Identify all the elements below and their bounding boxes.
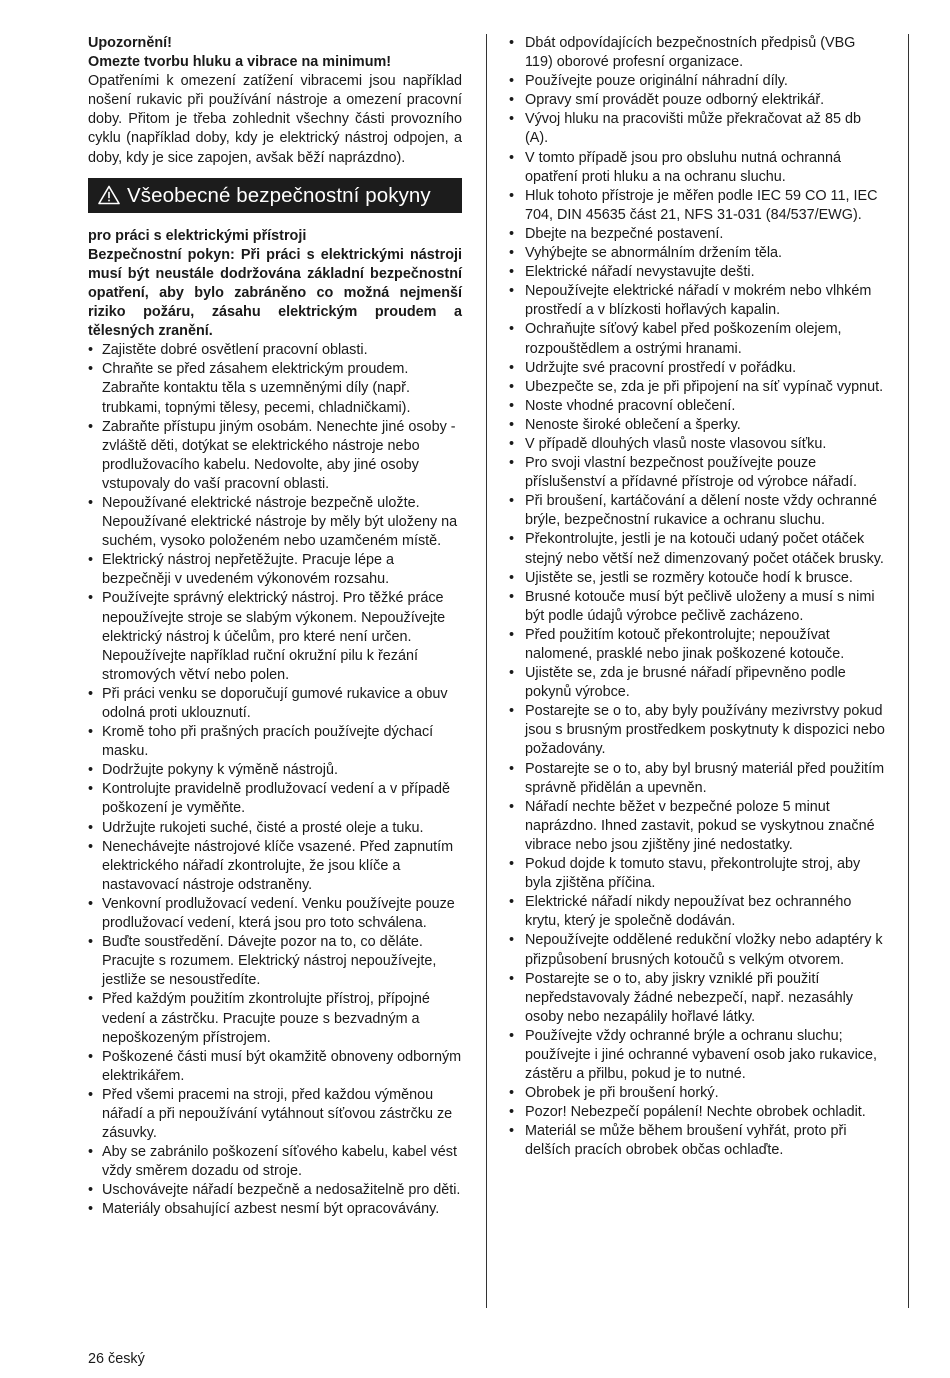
- list-item: • Kromě toho při prašných pracích používejte dýchací masku.: [88, 723, 462, 761]
- warning-heading: Upozornění!: [88, 35, 172, 51]
- list-item: • Buďte soustředění. Dávejte pozor na to, co děláte. Pracujte s rozumem. Elektrický nástroj nepoužívejte, jestliže se nesoustředíte.: [88, 933, 462, 990]
- list-item: • Materiály obsahující azbest nesmí být opracovávány.: [88, 1200, 462, 1219]
- list-item: • Ujistěte se, zda je brusné nářadí připevněno podle pokynů výrobce.: [509, 664, 885, 702]
- list-item: • Dbejte na bezpečné postavení.: [509, 225, 885, 244]
- warning-triangle-icon: [98, 185, 120, 205]
- list-item: • Udržujte rukojeti suché, čisté a prosté oleje a tuku.: [88, 819, 462, 838]
- list-item: • Nepoužívejte elektrické nářadí v mokrém nebo vlhkém prostředí a v blízkosti hořlavých kapalin.: [509, 282, 885, 320]
- list-item: • Pokud dojde k tomuto stavu, překontrolujte stroj, aby byla zjištěna příčina.: [509, 855, 885, 893]
- list-item: • Aby se zabránilo poškození síťového kabelu, kabel vést vždy směrem dozadu od stroje.: [88, 1143, 462, 1181]
- list-item: • Vývoj hluku na pracovišti může překračovat až 85 db (A).: [509, 110, 885, 148]
- list-item: • Udržujte své pracovní prostředí v pořádku.: [509, 359, 885, 378]
- list-item: • Zajistěte dobré osvětlení pracovní oblasti.: [88, 341, 462, 360]
- list-item: • Venkovní prodlužovací vedení. Venku používejte pouze prodlužovací vedení, která jsou pro toto schválena.: [88, 895, 462, 933]
- list-item: • Postarejte se o to, aby jiskry vzniklé při použití nepředstavovaly žádné nebezpečí, např. nezasáhly osoby nebo nezapálily hořlavé látky.: [509, 970, 885, 1027]
- list-item: • Brusné kotouče musí být pečlivě uloženy a musí s nimi být podle údajů výrobce pečlivě zacházeno.: [509, 588, 885, 626]
- safety-note: Bezpečnostní pokyn: Při práci s elektrickými nástroji musí být neustále dodržována základní bezpečnostní opatření, aby bylo zabráněno co možná nejmenší riziko požáru, zásahu elektrickým proudem a tělesných zranění.: [88, 246, 462, 340]
- list-item: • Používejte pouze originální náhradní díly.: [509, 72, 885, 91]
- list-item: • Nenechávejte nástrojové klíče vsazené. Před zapnutím elektrického nářadí zkontrolujte, že jsou klíče a nastavovací nástroje odstraněny.: [88, 838, 462, 895]
- list-item: • Uschovávejte nářadí bezpečně a nedosažitelně pro děti.: [88, 1181, 462, 1200]
- list-item: • Při práci venku se doporučují gumové rukavice a obuv odolná proti uklouznutí.: [88, 685, 462, 723]
- list-item: • Ubezpečte se, zda je při připojení na síť vypínač vypnut.: [509, 378, 885, 397]
- list-item: • Elektrické nářadí nikdy nepoužívat bez ochranného krytu, který je společně dodáván.: [509, 893, 885, 931]
- list-item: • Před každým použitím zkontrolujte přístroj, přípojné vedení a zástrčku. Pracujte pouze s bezvadným a nepoškozeným přístrojem.: [88, 990, 462, 1047]
- list-item: • Obrobek je při broušení horký.: [509, 1084, 885, 1103]
- list-item: • Postarejte se o to, aby byl brusný materiál před použitím správně přidělán a upevněn.: [509, 760, 885, 798]
- list-item: • Při broušení, kartáčování a dělení noste vždy ochranné brýle, bezpečnostní rukavice a ochranu sluchu.: [509, 492, 885, 530]
- left-bullet-list: [88, 341, 462, 1219]
- column-divider-left: [486, 34, 487, 1308]
- section-title: Všeobecné bezpečnostní pokyny: [127, 183, 431, 207]
- list-item: • Pro svoji vlastní bezpečnost používejte pouze příslušenství a přídavné přístroje od výrobce nářadí.: [509, 454, 885, 492]
- list-item: • Nářadí nechte běžet v bezpečné poloze 5 minut naprázdno. Ihned zastavit, pokud se vyskytnou značné vibrace nebo jsou zjištěny jiné nedostatky.: [509, 798, 885, 855]
- list-item: • Před použitím kotouč překontrolujte; nepoužívat nalomené, prasklé nebo jinak poškozené kotouče.: [509, 626, 885, 664]
- list-item: • Překontrolujte, jestli je na kotouči udaný počet otáček stejný nebo větší než dimenzovaný počet otáček brusky.: [509, 530, 885, 568]
- list-item: • Materiál se může během broušení vyhřát, proto při delších pracích obrobek občas ochlaďte.: [509, 1122, 885, 1160]
- list-item: • Elektrické nářadí nevystavujte dešti.: [509, 263, 885, 282]
- list-item: • V případě dlouhých vlasů noste vlasovou síťku.: [509, 435, 885, 454]
- right-bullet-list: [509, 34, 885, 1161]
- list-item: • Vyhýbejte se abnormálním držením těla.: [509, 244, 885, 263]
- list-item: • Hluk tohoto přístroje je měřen podle IEC 59 CO 11, IEC 704, DIN 45635 část 21, NFS 31-031 (84/537/EWG).: [509, 187, 885, 225]
- section-banner: [88, 178, 462, 213]
- list-item: • Noste vhodné pracovní oblečení.: [509, 397, 885, 416]
- list-item: • Před všemi pracemi na stroji, před každou výměnou nářadí a při nepoužívání vytáhnout síťovou zástrčku ze zásuvky.: [88, 1086, 462, 1143]
- warning-text: Opatřeními k omezení zatížení vibracemi jsou například nošení rukavic při používání nástroje a omezení pracovní doby. Přitom je třeba zohlednit všechny části provozního cyklu (například doby, kdy je elektrický nástroj odpojen, a doby, kdy je sice zapojen, avšak běží naprázdno).: [88, 73, 462, 166]
- list-item: • Postarejte se o to, aby byly používány mezivrstvy pokud jsou s brusným prostředkem poskytnuty k dispozici nebo požadovány.: [509, 702, 885, 759]
- list-item: • Zabraňte přístupu jiným osobám. Nenechte jiné osoby - zvláště děti, dotýkat se elektrického nástroje nebo prodlužovacího kabelu. Nedovolte, aby jiné osoby vstupovaly do vaší pracovní oblasti.: [88, 418, 462, 494]
- list-item: • Používejte vždy ochranné brýle a ochranu sluchu; používejte i jiné ochranné vybavení osob jako rukavice, zástěru a přilbu, pokud je to nutné.: [509, 1027, 885, 1084]
- list-item: • Používejte správný elektrický nástroj. Pro těžké práce nepoužívejte stroje se slabým výkonem. Nepoužívejte elektrický nástroj k účelům, pro které není určen. Nepoužívejte například ruční okružní pilu k řezání stromových větví nebo polen.: [88, 589, 462, 684]
- right-column: [509, 34, 885, 1161]
- list-item: • Ujistěte se, jestli se rozměry kotouče hodí k brusce.: [509, 569, 885, 588]
- list-item: • Poškozené části musí být okamžitě obnoveny odborným elektrikářem.: [88, 1048, 462, 1086]
- sub-heading: pro práci s elektrickými přístroji: [88, 227, 307, 244]
- list-item: • Kontrolujte pravidelně prodlužovací vedení a v případě poškození je vyměňte.: [88, 780, 462, 818]
- list-item: • Ochraňujte síťový kabel před poškozením olejem, rozpouštědlem a ostrými hranami.: [509, 320, 885, 358]
- list-item: • Dodržujte pokyny k výměně nástrojů.: [88, 761, 462, 780]
- list-item: • Opravy smí provádět pouze odborný elektrikář.: [509, 91, 885, 110]
- page-footer: 26 český: [88, 1351, 145, 1367]
- list-item: • V tomto případě jsou pro obsluhu nutná ochranná opatření proti hluku a na ochranu sluchu.: [509, 149, 885, 187]
- warning-subheading: Omezte tvorbu hluku a vibrace na minimum!: [88, 54, 392, 71]
- list-item: • Nenoste široké oblečení a šperky.: [509, 416, 885, 435]
- left-column: [88, 34, 462, 1220]
- list-item: • Nepoužívejte oddělené redukční vložky nebo adaptéry k přizpůsobení brusných kotoučů s velkým otvorem.: [509, 931, 885, 969]
- list-item: • Chraňte se před zásahem elektrickým proudem. Zabraňte kontaktu těla s uzemněnými díly (např. trubkami, topnými tělesy, pecemi, chladničkami).: [88, 360, 462, 417]
- column-divider-right: [908, 34, 909, 1308]
- list-item: • Nepoužívané elektrické nástroje bezpečně uložte. Nepoužívané elektrické nástroje by měly být uloženy na suchém, vysoko položeném nebo uzamčeném místě.: [88, 494, 462, 551]
- list-item: • Dbát odpovídajících bezpečnostních předpisů (VBG 119) oborové profesní organizace.: [509, 34, 885, 72]
- list-item: • Pozor! Nebezpečí popálení! Nechte obrobek ochladit.: [509, 1103, 885, 1122]
- list-item: • Elektrický nástroj nepřetěžujte. Pracuje lépe a bezpečněji v uvedeném výkonovém rozsahu.: [88, 551, 462, 589]
